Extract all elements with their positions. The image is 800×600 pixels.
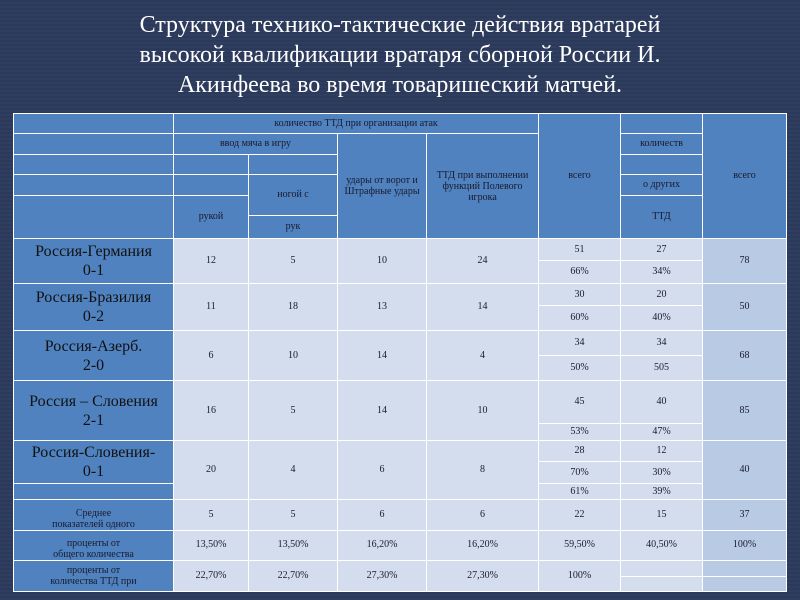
- match-label: [14, 238, 174, 283]
- cell-foot: 5: [249, 381, 338, 441]
- cell-kicks: 6: [338, 441, 427, 499]
- summary-cell: 13,50%: [249, 530, 338, 561]
- label-blank: [14, 484, 174, 499]
- match-name: Россия-Германия: [35, 242, 152, 260]
- header-udary: удары от ворот и Штрафные удары: [338, 134, 427, 238]
- goalkeeper-actions-table: [13, 113, 786, 592]
- summary-cell: 6: [427, 499, 539, 530]
- cell-foot: 5: [249, 238, 338, 283]
- match-name: Россия-Азерб.: [44, 337, 143, 355]
- summary-cell: 27,30%: [338, 561, 427, 592]
- summary-cell-blank: [621, 576, 703, 591]
- match-label: [14, 283, 174, 330]
- cell-count-b: 12: [621, 441, 703, 461]
- summary-cell: 5: [174, 499, 249, 530]
- header-vsego-2: всего: [703, 114, 787, 239]
- header-blank: [249, 154, 338, 174]
- header-blank: [621, 154, 703, 174]
- cell-field: 14: [427, 283, 539, 330]
- cell-hand: 20: [174, 441, 249, 499]
- cell-total: 50: [703, 283, 787, 330]
- match-label: [14, 441, 174, 484]
- header-rukoi: рукой: [174, 195, 249, 238]
- cell-field: 4: [427, 330, 539, 380]
- cell-total: 68: [703, 330, 787, 380]
- cell-kicks: 14: [338, 330, 427, 380]
- cell-field: 24: [427, 238, 539, 283]
- cell-pct-a: 60%: [539, 306, 621, 331]
- summary-cell: 59,50%: [539, 530, 621, 561]
- summary-label-pct-total: [14, 530, 174, 561]
- slide-title: [40, 10, 760, 100]
- cell-hand: 16: [174, 381, 249, 441]
- cell-total: 40: [703, 441, 787, 499]
- cell-kicks: 10: [338, 238, 427, 283]
- match-score: 0-2: [82, 307, 105, 325]
- cell-kicks: 14: [338, 381, 427, 441]
- summary-cell: 22,70%: [174, 561, 249, 592]
- data-table: [13, 113, 787, 592]
- cell-count-b: 20: [621, 283, 703, 306]
- cell-count-a: 45: [539, 381, 621, 424]
- header-blank: [174, 154, 249, 174]
- cell-pct-b: 30%: [621, 461, 703, 484]
- summary-label-line: показателей одного: [52, 518, 135, 530]
- title-line-1: Структура технико-тактические действия вратарей: [139, 12, 661, 38]
- title-line-2: высокой квалификации вратаря сборной России И.: [139, 42, 661, 68]
- summary-cell: 16,20%: [427, 530, 539, 561]
- cell-pct-a: 50%: [539, 355, 621, 381]
- cell-pct-a: 70%: [539, 461, 621, 484]
- header-vsego-1: всего: [539, 114, 621, 239]
- summary-cell: 13,50%: [174, 530, 249, 561]
- summary-cell: 15: [621, 499, 703, 530]
- summary-cell: 37: [703, 499, 787, 530]
- summary-cell: 40,50%: [621, 530, 703, 561]
- summary-cell: 22,70%: [249, 561, 338, 592]
- header-blank: [14, 134, 174, 154]
- cell-total: 78: [703, 238, 787, 283]
- summary-cell: 22: [539, 499, 621, 530]
- summary-cell: 16,20%: [338, 530, 427, 561]
- cell-count-a: 51: [539, 238, 621, 261]
- summary-label-line: общего количества: [53, 549, 134, 561]
- header-blank: [14, 114, 174, 134]
- cell-count-b: 34: [621, 330, 703, 355]
- cell-count-a: 30: [539, 283, 621, 306]
- summary-cell: 100%: [703, 530, 787, 561]
- header-blank: [14, 175, 174, 195]
- cell-count-b: 27: [621, 238, 703, 261]
- match-name: Россия-Бразилия: [35, 288, 152, 306]
- match-score: 2-0: [82, 356, 105, 374]
- cell-foot: 4: [249, 441, 338, 499]
- summary-cell-blank: [703, 561, 787, 576]
- summary-cell-blank: [703, 576, 787, 591]
- cell-pct-b: 40%: [621, 306, 703, 331]
- match-name: Россия-Словения-: [31, 444, 156, 462]
- cell-kicks: 13: [338, 283, 427, 330]
- cell-foot: 10: [249, 330, 338, 380]
- cell-field: 8: [427, 441, 539, 499]
- cell-extra-a: 61%: [539, 484, 621, 499]
- summary-label-pct-ttd: [14, 561, 174, 592]
- summary-label-line: проценты от: [66, 565, 121, 577]
- header-ttd: ТТД: [621, 195, 703, 238]
- match-label: [14, 381, 174, 441]
- cell-extra-b: 39%: [621, 484, 703, 499]
- match-name: Россия – Словения: [29, 392, 158, 410]
- match-score: 2-1: [82, 411, 105, 429]
- cell-total: 85: [703, 381, 787, 441]
- cell-pct-b: 47%: [621, 424, 703, 441]
- cell-pct-b: 34%: [621, 261, 703, 284]
- summary-cell: 6: [338, 499, 427, 530]
- cell-hand: 11: [174, 283, 249, 330]
- cell-count-a: 34: [539, 330, 621, 355]
- match-label: [14, 330, 174, 380]
- cell-hand: 6: [174, 330, 249, 380]
- header-blank: [14, 154, 174, 174]
- cell-pct-a: 53%: [539, 424, 621, 441]
- summary-cell: 100%: [539, 561, 621, 592]
- header-blank: [174, 175, 249, 195]
- cell-pct-a: 66%: [539, 261, 621, 284]
- title-line-3: Акинфеева во время товаришеский матчей.: [177, 72, 623, 98]
- cell-count-b: 40: [621, 381, 703, 424]
- cell-pct-b: 505: [621, 355, 703, 381]
- summary-cell: 5: [249, 499, 338, 530]
- header-blank: [621, 114, 703, 134]
- summary-cell-blank: [621, 561, 703, 576]
- header-blank: [14, 195, 174, 238]
- header-o-drugih: о других: [621, 175, 703, 195]
- cell-foot: 18: [249, 283, 338, 330]
- header-ruk: рук: [249, 216, 338, 239]
- header-vvod: ввод мяча в игру: [174, 134, 338, 154]
- summary-cell: 27,30%: [427, 561, 539, 592]
- header-kolichestv: количеств: [621, 134, 703, 154]
- summary-label-avg: [14, 499, 174, 530]
- cell-hand: 12: [174, 238, 249, 283]
- cell-field: 10: [427, 381, 539, 441]
- header-ttd-org: количество ТТД при организации атак: [174, 114, 539, 134]
- match-score: 0-1: [82, 261, 105, 279]
- header-ttd-func: ТТД при выполнении функций Полевого игрока: [427, 134, 539, 238]
- header-nogoi: ногой с: [249, 175, 338, 216]
- summary-label-line: Среднее: [75, 507, 112, 519]
- summary-label-line: проценты от: [66, 538, 121, 550]
- cell-count-a: 28: [539, 441, 621, 461]
- summary-label-line: количества ТТД при: [50, 576, 137, 588]
- match-score: 0-1: [82, 463, 105, 481]
